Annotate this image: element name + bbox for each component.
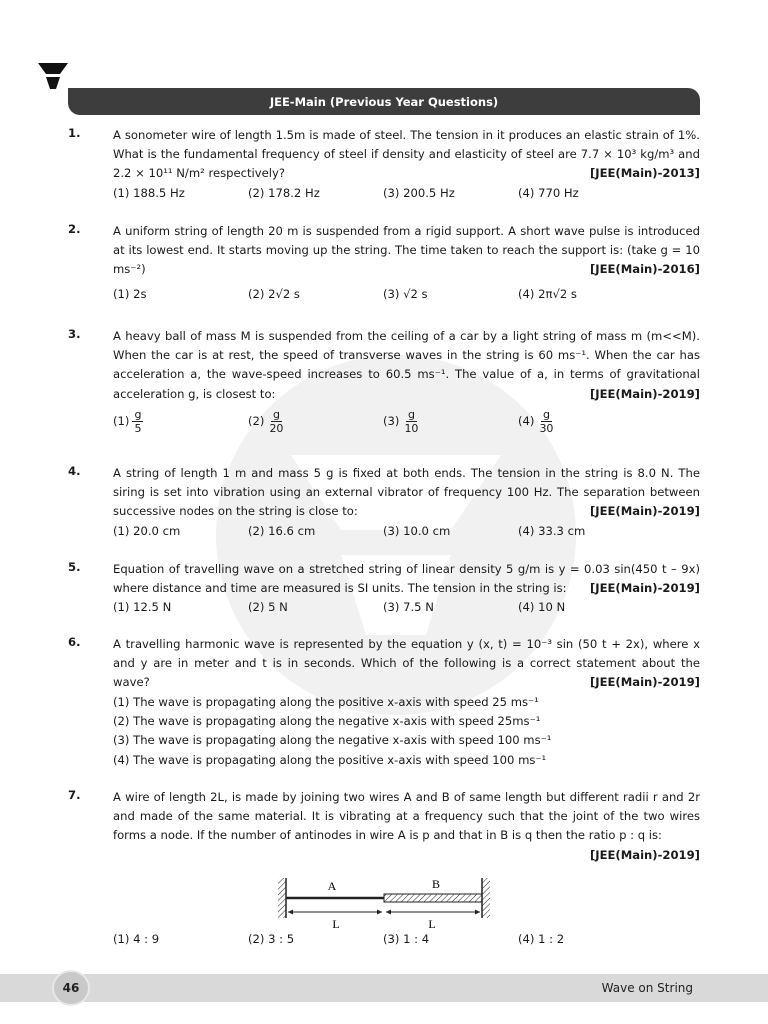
option-2: (2) 3 : 5	[248, 932, 295, 946]
question-number: 3.	[68, 327, 81, 341]
option-4: (4) 33.3 cm	[518, 523, 586, 538]
wire-b	[384, 894, 482, 902]
question-number: 2.	[68, 222, 81, 236]
option-2: (2) 16.6 cm	[248, 523, 316, 538]
option-4: (4) $\frac{g}{30}$	[518, 407, 554, 435]
exam-tag: [JEE(Main)-2019]	[589, 504, 700, 519]
question-text: A wire of length 2L, is made by joining two wires A and B of same length but different radii r and 2r and made of the same material. It is vibrating at a frequency such that the joint of the two wires forms a node. If the number of antinodes in wire A is p and that in B is q then the ratio p : q is:	[113, 790, 700, 843]
option-3: (3) 1 : 4	[383, 932, 430, 946]
question-text: A uniform string of length 20 m is suspended from a rigid support. A short wave pulse is introduced at its lowest end. It starts moving up the string. The time taken to reach the support is: (take g = 10 ms⁻²)	[113, 224, 700, 277]
question-text: Equation of travelling wave on a stretched string of linear density 5 g/m is y = 0.03 sin(450 t – 9x) where distance and time are measured is SI units. The tension in the string is:	[113, 562, 700, 596]
question-number: 6.	[68, 635, 81, 649]
question-text: A heavy ball of mass M is suspended from the ceiling of a car by a light string of mass m (m<<M). When the car is at rest, the speed of transverse waves in the string is 60 ms⁻¹. When the car has acceleration a, the wave-speed increases to 60.5 ms⁻¹. The value of a, in terms of gravitational acceleration g, is closest to:	[113, 329, 700, 401]
question-4	[68, 464, 700, 541]
option-4: (4) 770 Hz	[518, 185, 579, 200]
option-1: (1) The wave is propagating along the positive x-axis with speed 25 ms⁻¹	[113, 694, 539, 709]
option-3: (3) 200.5 Hz	[383, 185, 455, 200]
option-4: (4) 2π√2 s	[518, 286, 577, 301]
option-4: (4) The wave is propagating along the positive x-axis with speed 100 ms⁻¹	[113, 752, 547, 767]
question-5	[68, 560, 700, 617]
question-text: A sonometer wire of length 1.5m is made of steel. The tension in it produces an elastic strain of 1%. What is the fundamental frequency of steel if density and elasticity of steel are 7.7 × 10³ kg/m³ and 2.2 × 10¹¹ N/m² respectively?	[113, 128, 700, 181]
option-2: (2) 2√2 s	[248, 286, 300, 301]
label-a: A	[327, 879, 337, 893]
question-number: 5.	[68, 560, 81, 574]
length-a: L	[332, 917, 340, 931]
exam-tag: [JEE(Main)-2013]	[589, 166, 700, 181]
question-text: A travelling harmonic wave is represented by the equation y (x, t) = 10⁻³ sin (50 t + 2x), where x and y are in meter and t is in seconds. Which of the following is a correct statement about the wave?	[113, 637, 700, 690]
question-7	[68, 788, 700, 865]
options-row	[113, 598, 700, 617]
exam-tag: [JEE(Main)-2016]	[589, 262, 700, 277]
section-title: JEE-Main (Previous Year Questions)	[269, 94, 499, 109]
option-2: (2) $\frac{g}{20}$	[248, 407, 284, 435]
question-2	[68, 222, 700, 304]
option-1: (1) 20.0 cm	[113, 523, 181, 538]
option-3: (3) $\frac{g}{10}$	[383, 407, 419, 435]
page-number: 46	[52, 970, 90, 1006]
exam-tag: [JEE(Main)-2019]	[589, 581, 700, 596]
option-2: (2) The wave is propagating along the negative x-axis with speed 25ms⁻¹	[113, 714, 541, 729]
option-3: (3) √2 s	[383, 286, 428, 301]
length-b: L	[428, 917, 436, 931]
left-wall	[278, 878, 286, 918]
question-1	[68, 126, 700, 203]
section-header	[68, 88, 700, 115]
option-4: (4) 1 : 2	[518, 932, 565, 946]
question-number: 7.	[68, 788, 81, 802]
exam-tag: [JEE(Main)-2019]	[589, 675, 700, 690]
question-6	[68, 635, 700, 770]
wire-diagram	[274, 876, 494, 932]
question-number: 4.	[68, 464, 81, 478]
options-row	[113, 930, 700, 949]
label-b: B	[431, 877, 441, 891]
brand-logo-icon	[38, 63, 68, 89]
option-1: (1) 2s	[113, 286, 147, 301]
option-3: (3) 10.0 cm	[383, 523, 451, 538]
option-1: (1) 188.5 Hz	[113, 185, 185, 200]
options-row	[113, 408, 700, 435]
exam-tag: [JEE(Main)-2019]	[589, 847, 700, 862]
options-list	[113, 693, 700, 771]
option-2: (2) 178.2 Hz	[248, 185, 320, 200]
option-1: (1) 4 : 9	[113, 932, 160, 946]
options-row	[113, 285, 700, 304]
exam-tag: [JEE(Main)-2019]	[589, 386, 700, 401]
question-text: A string of length 1 m and mass 5 g is fixed at both ends. The tension in the string is 8.0 N. The siring is set into vibration using an external vibrator of frequency 100 Hz. The separation between successive nodes on the string is close to:	[113, 466, 700, 519]
option-3: (3) 7.5 N	[383, 600, 434, 615]
question-7-options	[68, 930, 700, 949]
options-row	[113, 184, 700, 203]
question-number: 1.	[68, 126, 81, 140]
option-3: (3) The wave is propagating along the negative x-axis with speed 100 ms⁻¹	[113, 733, 552, 748]
chapter-title: Wave on String	[601, 981, 693, 995]
options-row	[113, 522, 700, 541]
question-3	[68, 327, 700, 435]
right-wall	[482, 878, 490, 918]
option-4: (4) 10 N	[518, 600, 566, 615]
option-1: (1) $\frac{g}{5}$	[113, 407, 142, 435]
option-2: (2) 5 N	[248, 600, 288, 615]
option-1: (1) 12.5 N	[113, 600, 172, 615]
